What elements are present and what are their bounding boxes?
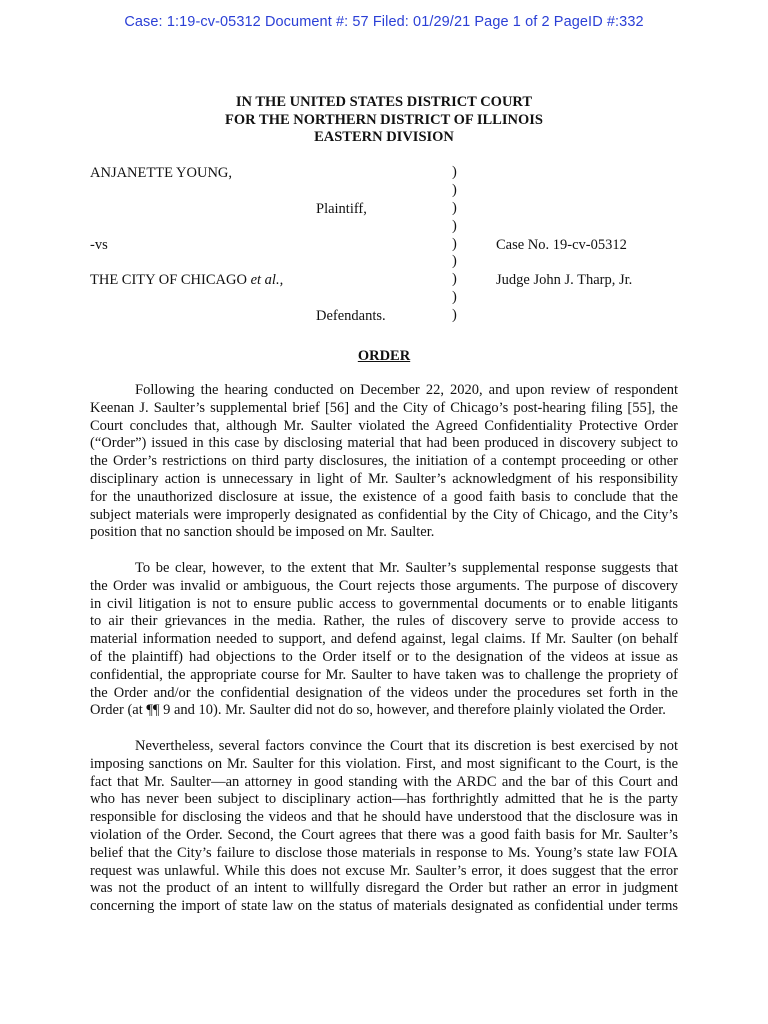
paragraph-3: [90, 738, 678, 916]
text-line: confidential, the appropriate course for Mr. Saulter to have taken was to challenge the propriety of: [90, 666, 678, 683]
paren-mark: ): [452, 253, 457, 270]
text-line: belief that the City’s failure to disclose those materials in response to Ms. Young’s state law FOIA: [90, 844, 678, 861]
paren-mark: ): [452, 289, 457, 306]
text-line: disciplinary action is unnecessary in light of Mr. Saulter’s acknowledgment of his responsibility: [90, 470, 678, 487]
text-line: responsible for disclosing the videos and that he should have understood that the disclosure was in: [90, 809, 678, 826]
text-line: to air their grievances in the media. Rather, the rules of discovery serve to provide access to: [90, 613, 678, 630]
order-title: ORDER: [357, 348, 411, 364]
text-line: To be clear, however, to the extent that Mr. Saulter’s supplemental response suggests that: [135, 560, 678, 576]
paren-mark: ): [452, 235, 457, 252]
text-line: fact that Mr. Saulter—an attorney in good standing with the ARDC and the bar of this Court and: [90, 773, 678, 790]
text-line: who has never been subject to disciplinary action—has forthrightly admitted that he is the party: [90, 791, 678, 808]
text-line: Keenan J. Saulter’s supplemental brief [56] and the City of Chicago’s post-hearing filing [55], the: [90, 399, 678, 416]
text-line: was not the product of an intent to willfully disregard the Order but rather an error in judgment: [90, 880, 678, 897]
court-line-3: EASTERN DIVISION: [314, 129, 454, 146]
court-line-2: FOR THE NORTHERN DISTRICT OF ILLINOIS: [225, 111, 543, 128]
text-line: concerning the import of state law on the status of materials designated as confidential under terms: [90, 898, 678, 915]
judge-name: Judge John J. Tharp, Jr.: [496, 272, 633, 288]
defendant-role: Defendants.: [316, 308, 386, 324]
text-line: of the plaintiff) had objections to the Order itself or to the designation of the videos at issue as: [90, 648, 678, 665]
paren-mark: ): [452, 307, 457, 324]
paren-mark: ): [452, 217, 457, 234]
paren-mark: ): [452, 199, 457, 216]
paren-mark: ): [452, 271, 457, 288]
court-caption: [0, 94, 768, 147]
text-line: violation of the Order. Second, the Court agrees that there was a good faith basis for Mr. Saulter’s: [90, 826, 678, 843]
text-line: the Order’s restrictions on third party disclosures, the initiation of a contempt proceeding or other: [90, 453, 678, 470]
text-line: subject materials were improperly designated as confidential by the City of Chicago, and the City’s: [90, 506, 678, 523]
text-line: Order (at ¶¶ 9 and 10). Mr. Saulter did not do so, however, and therefore plainly violated the Order.: [90, 702, 666, 719]
text-line: for the unauthorized disclosure at issue, the existence of a good faith basis to conclude that the: [90, 488, 678, 505]
court-line-1: IN THE UNITED STATES DISTRICT COURT: [235, 94, 533, 110]
text-line: Nevertheless, several factors convince the Court that its discretion is best exercised by not: [135, 738, 678, 754]
text-line: the Order and/or the confidential designation of the videos under the procedures set forth in the: [90, 684, 678, 701]
case-number: Case No. 19-cv-05312: [496, 237, 627, 253]
text-line: the Order was invalid or ambiguous, the Court rejects those arguments. The purpose of discovery: [90, 577, 678, 594]
caption-paren-column: [452, 164, 464, 325]
text-line: in civil litigation is not to ensure public access to governmental documents or to enable litigants: [90, 595, 678, 612]
paragraph-1: [90, 382, 678, 542]
plaintiff-name: ANJANETTE YOUNG,: [90, 165, 233, 181]
text-line: request was unlawful. While this does not excuse Mr. Saulter’s error, it does suggest that the error: [90, 862, 678, 879]
text-line: Court concludes that, although Mr. Saulter violated the Agreed Confidentiality Protective Order: [90, 417, 678, 434]
versus-text: -vs: [90, 237, 108, 253]
defendant-name: THE CITY OF CHICAGO: [90, 272, 247, 288]
defendant-suffix: et al.,: [250, 272, 284, 288]
plaintiff-role: Plaintiff,: [316, 201, 367, 217]
paragraph-2: [90, 560, 678, 720]
text-line: position that no sanction should be imposed on Mr. Saulter.: [90, 524, 435, 541]
defendant-name-line: [90, 271, 283, 289]
text-line: Following the hearing conducted on December 22, 2020, and upon review of respondent: [135, 382, 678, 398]
ecf-header-stamp: Case: 1:19-cv-05312 Document #: 57 Filed: 01/29/21 Page 1 of 2 PageID #:332: [124, 14, 644, 30]
paren-mark: ): [452, 181, 457, 198]
text-line: imposing sanctions on Mr. Saulter for this violation. First, and most significant to the Court, is the: [90, 755, 678, 772]
paren-mark: ): [452, 164, 457, 180]
text-line: material information needed to support, and defend against, legal claims. If Mr. Saulter (on behalf: [90, 631, 678, 648]
text-line: (“Order”) issued in this case by disclosing material that had been produced in discovery subject to: [90, 435, 678, 452]
